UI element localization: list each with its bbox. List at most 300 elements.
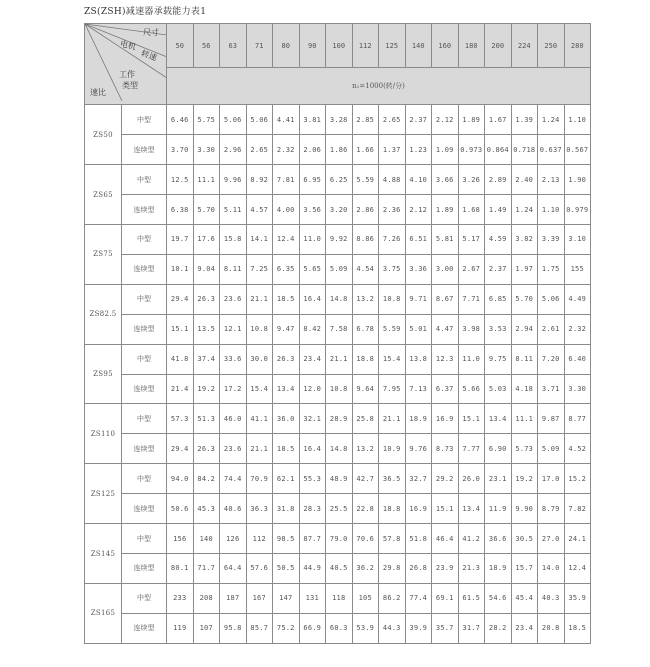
capacity-value-cell: 26.3 [273,344,300,374]
capacity-value-cell: 6.46 [167,105,194,135]
capacity-value-cell: 119 [167,613,194,643]
table-row [85,404,591,434]
capacity-value-cell: 1.89 [458,105,485,135]
capacity-value-cell: 107 [193,613,220,643]
capacity-value-cell: 61.5 [458,583,485,613]
capacity-value-cell: 41.1 [246,404,273,434]
capacity-value-cell: 46.0 [220,404,247,434]
table-row [85,434,591,464]
size-header-71: 71 [246,24,273,68]
capacity-value-cell: 23.4 [299,344,326,374]
duty-type-cell: 连续型 [122,374,167,404]
capacity-value-cell: 31.8 [273,494,300,524]
capacity-value-cell: 0.718 [511,135,538,165]
capacity-value-cell: 64.4 [220,554,247,584]
capacity-value-cell: 187 [220,583,247,613]
capacity-value-cell: 4.10 [405,165,432,195]
capacity-value-cell: 32.1 [299,404,326,434]
capacity-value-cell: 27.0 [538,524,565,554]
capacity-value-cell: 7.58 [326,314,353,344]
capacity-value-cell: 0.864 [485,135,512,165]
size-header-56: 56 [193,24,220,68]
capacity-value-cell: 13.2 [352,434,379,464]
capacity-value-cell: 0.567 [564,135,591,165]
capacity-value-cell: 36.3 [246,494,273,524]
capacity-value-cell: 13.2 [352,284,379,314]
capacity-value-cell: 18.5 [273,284,300,314]
capacity-value-cell: 0.973 [458,135,485,165]
capacity-value-cell: 11.0 [299,225,326,255]
size-header-125: 125 [379,24,406,68]
capacity-value-cell: 3.26 [458,165,485,195]
capacity-value-cell: 87.7 [299,524,326,554]
capacity-value-cell: 79.0 [326,524,353,554]
capacity-value-cell: 12.5 [167,165,194,195]
capacity-value-cell: 29.4 [167,434,194,464]
capacity-value-cell: 13.4 [458,494,485,524]
model-name-cell: ZS165 [85,583,122,643]
model-name-cell: ZS82.5 [85,284,122,344]
size-header-50: 50 [167,24,194,68]
capacity-value-cell: 12.3 [432,344,459,374]
capacity-value-cell: 2.40 [511,165,538,195]
capacity-value-cell: 23.9 [432,554,459,584]
capacity-value-cell: 37.4 [193,344,220,374]
capacity-value-cell: 29.8 [379,554,406,584]
capacity-value-cell: 39.9 [405,613,432,643]
capacity-value-cell: 1.24 [538,105,565,135]
capacity-value-cell: 26.3 [193,434,220,464]
capacity-value-cell: 94.0 [167,464,194,494]
capacity-value-cell: 126 [220,524,247,554]
capacity-value-cell: 8.73 [432,434,459,464]
capacity-value-cell: 50.6 [167,494,194,524]
capacity-value-cell: 2.32 [273,135,300,165]
capacity-value-cell: 9.92 [326,225,353,255]
size-header-140: 140 [405,24,432,68]
corner-work-label: 工作 [119,70,135,79]
capacity-value-cell: 28.2 [485,613,512,643]
duty-type-cell: 连续型 [122,613,167,643]
capacity-value-cell: 7.13 [405,374,432,404]
capacity-value-cell: 8.42 [299,314,326,344]
table-row [85,494,591,524]
capacity-value-cell: 5.03 [485,374,512,404]
capacity-value-cell: 21.4 [167,374,194,404]
capacity-value-cell: 8.86 [352,225,379,255]
capacity-value-cell: 45.4 [511,583,538,613]
capacity-value-cell: 50.5 [273,554,300,584]
model-name-cell: ZS110 [85,404,122,464]
capacity-value-cell: 33.6 [220,344,247,374]
capacity-value-cell: 9.87 [538,404,565,434]
capacity-value-cell: 2.85 [352,105,379,135]
duty-type-cell: 中型 [122,344,167,374]
capacity-value-cell: 9.64 [352,374,379,404]
model-name-cell: ZS75 [85,225,122,285]
model-name-cell: ZS95 [85,344,122,404]
capacity-value-cell: 6.38 [167,195,194,225]
capacity-value-cell: 18.8 [379,494,406,524]
capacity-value-cell: 1.89 [432,195,459,225]
capacity-value-cell: 4.57 [246,195,273,225]
capacity-value-cell: 15.4 [246,374,273,404]
capacity-value-cell: 3.81 [299,105,326,135]
capacity-value-cell: 1.49 [485,195,512,225]
capacity-value-cell: 6.37 [432,374,459,404]
capacity-value-cell: 5.11 [220,195,247,225]
capacity-value-cell: 15.4 [379,344,406,374]
capacity-value-cell: 7.95 [379,374,406,404]
capacity-value-cell: 7.71 [458,284,485,314]
table-row [85,195,591,225]
capacity-value-cell: 1.10 [564,105,591,135]
size-header-63: 63 [220,24,247,68]
capacity-value-cell: 44.3 [379,613,406,643]
capacity-value-cell: 80.1 [167,554,194,584]
capacity-value-cell: 41.2 [458,524,485,554]
capacity-value-cell: 18.9 [405,404,432,434]
capacity-value-cell: 233 [167,583,194,613]
capacity-value-cell: 44.9 [299,554,326,584]
capacity-value-cell: 98.5 [273,524,300,554]
capacity-value-cell: 66.9 [299,613,326,643]
table-row [85,165,591,195]
capacity-value-cell: 19.2 [511,464,538,494]
capacity-value-cell: 1.68 [458,195,485,225]
capacity-value-cell: 35.9 [564,583,591,613]
capacity-value-cell: 11.1 [511,404,538,434]
capacity-value-cell: 6.85 [485,284,512,314]
capacity-value-cell: 12.1 [220,314,247,344]
capacity-value-cell: 4.00 [273,195,300,225]
capacity-value-cell: 118 [326,583,353,613]
capacity-value-cell: 1.37 [379,135,406,165]
corner-ratio-label: 速比 [90,88,106,97]
capacity-value-cell: 26.3 [193,284,220,314]
capacity-value-cell: 5.01 [405,314,432,344]
capacity-value-cell: 42.7 [352,464,379,494]
capacity-value-cell: 13.4 [273,374,300,404]
capacity-value-cell: 2.06 [299,135,326,165]
capacity-value-cell: 26.8 [405,554,432,584]
size-header-80: 80 [273,24,300,68]
capacity-value-cell: 62.1 [273,464,300,494]
capacity-value-cell: 12.0 [299,374,326,404]
capacity-value-cell: 28.9 [326,404,353,434]
capacity-value-cell: 41.8 [167,344,194,374]
capacity-value-cell: 2.96 [220,135,247,165]
capacity-value-cell: 4.88 [379,165,406,195]
capacity-value-cell: 4.54 [352,254,379,284]
capacity-value-cell: 5.75 [193,105,220,135]
capacity-value-cell: 1.66 [352,135,379,165]
table-row [85,554,591,584]
capacity-value-cell: 12.4 [564,554,591,584]
capacity-value-cell: 9.04 [193,254,220,284]
capacity-value-cell: 2.67 [458,254,485,284]
capacity-value-cell: 6.51 [405,225,432,255]
capacity-value-cell: 5.59 [379,314,406,344]
corner-size-label: 尺寸 [143,28,159,37]
capacity-value-cell: 21.3 [458,554,485,584]
capacity-value-cell: 84.2 [193,464,220,494]
duty-type-cell: 中型 [122,464,167,494]
size-header-row [85,24,591,68]
capacity-value-cell: 1.86 [326,135,353,165]
capacity-value-cell: 28.3 [299,494,326,524]
capacity-value-cell: 5.65 [299,254,326,284]
table-row [85,105,591,135]
capacity-value-cell: 1.97 [511,254,538,284]
capacity-value-cell: 5.06 [246,105,273,135]
capacity-value-cell: 4.47 [432,314,459,344]
capacity-value-cell: 19.2 [193,374,220,404]
table-row [85,583,591,613]
capacity-value-cell: 7.25 [246,254,273,284]
capacity-value-cell: 3.20 [326,195,353,225]
capacity-value-cell: 55.3 [299,464,326,494]
capacity-value-cell: 46.4 [432,524,459,554]
capacity-value-cell: 2.12 [405,195,432,225]
size-header-112: 112 [352,24,379,68]
capacity-value-cell: 4.52 [564,434,591,464]
capacity-value-cell: 14.0 [538,554,565,584]
capacity-value-cell: 0.979 [564,195,591,225]
capacity-value-cell: 40.3 [538,583,565,613]
capacity-value-cell: 147 [273,583,300,613]
capacity-value-cell: 20.8 [538,613,565,643]
capacity-value-cell: 13.8 [405,344,432,374]
model-name-cell: ZS145 [85,524,122,584]
capacity-value-cell: 0.637 [538,135,565,165]
capacity-value-cell: 2.13 [538,165,565,195]
size-header-224: 224 [511,24,538,68]
capacity-value-cell: 13.4 [485,404,512,434]
duty-type-cell: 中型 [122,583,167,613]
capacity-value-cell: 6.40 [564,344,591,374]
capacity-value-cell: 70.6 [352,524,379,554]
capacity-value-cell: 85.7 [246,613,273,643]
capacity-value-cell: 16.9 [405,494,432,524]
table-row [85,464,591,494]
capacity-value-cell: 54.6 [485,583,512,613]
capacity-value-cell: 3.30 [193,135,220,165]
table-row [85,524,591,554]
capacity-value-cell: 10.8 [246,314,273,344]
duty-type-cell: 连续型 [122,494,167,524]
table-row [85,344,591,374]
capacity-value-cell: 4.59 [485,225,512,255]
corner-type-label: 类型 [122,81,138,90]
capacity-value-cell: 3.53 [485,314,512,344]
capacity-value-cell: 15.1 [432,494,459,524]
capacity-value-cell: 15.8 [220,225,247,255]
capacity-value-cell: 51.3 [193,404,220,434]
capacity-value-cell: 1.67 [485,105,512,135]
capacity-value-cell: 9.76 [405,434,432,464]
capacity-value-cell: 2.65 [246,135,273,165]
corner-motor-label: 电机 [119,39,137,52]
capacity-value-cell: 7.81 [273,165,300,195]
capacity-value-cell: 3.66 [432,165,459,195]
capacity-value-cell: 1.10 [538,195,565,225]
capacity-value-cell: 2.12 [432,105,459,135]
capacity-value-cell: 2.86 [352,195,379,225]
table-row [85,374,591,404]
capacity-value-cell: 2.61 [538,314,565,344]
duty-type-cell: 中型 [122,284,167,314]
capacity-value-cell: 17.6 [193,225,220,255]
capacity-value-cell: 86.2 [379,583,406,613]
capacity-value-cell: 7.77 [458,434,485,464]
capacity-value-cell: 6.90 [485,434,512,464]
capacity-value-cell: 155 [564,254,591,284]
capacity-value-cell: 95.8 [220,613,247,643]
capacity-value-cell: 5.70 [193,195,220,225]
table-row [85,254,591,284]
capacity-value-cell: 32.7 [405,464,432,494]
capacity-value-cell: 23.1 [485,464,512,494]
table-row [85,225,591,255]
capacity-value-cell: 36.2 [352,554,379,584]
capacity-value-cell: 3.71 [538,374,565,404]
table-corner-header [85,24,167,105]
capacity-value-cell: 21.1 [379,404,406,434]
duty-type-cell: 中型 [122,524,167,554]
capacity-value-cell: 8.92 [246,165,273,195]
capacity-value-cell: 29.2 [432,464,459,494]
capacity-value-cell: 16.4 [299,284,326,314]
capacity-value-cell: 30.5 [511,524,538,554]
capacity-value-cell: 5.09 [326,254,353,284]
capacity-value-cell: 131 [299,583,326,613]
capacity-value-cell: 2.89 [485,165,512,195]
capacity-value-cell: 23.6 [220,434,247,464]
duty-type-cell: 连续型 [122,195,167,225]
capacity-value-cell: 60.3 [326,613,353,643]
capacity-value-cell: 3.98 [458,314,485,344]
capacity-value-cell: 3.56 [299,195,326,225]
capacity-value-cell: 3.39 [538,225,565,255]
capacity-value-cell: 19.7 [167,225,194,255]
capacity-value-cell: 48.9 [326,464,353,494]
capacity-value-cell: 5.09 [538,434,565,464]
capacity-value-cell: 36.6 [485,524,512,554]
capacity-value-cell: 23.6 [220,284,247,314]
duty-type-cell: 连续型 [122,314,167,344]
duty-type-cell: 中型 [122,165,167,195]
capacity-value-cell: 29.4 [167,284,194,314]
capacity-value-cell: 14.1 [246,225,273,255]
capacity-value-cell: 40.6 [220,494,247,524]
capacity-value-cell: 1.75 [538,254,565,284]
capacity-value-cell: 40.5 [326,554,353,584]
capacity-value-cell: 25.5 [326,494,353,524]
capacity-value-cell: 17.0 [538,464,565,494]
capacity-value-cell: 21.1 [326,344,353,374]
capacity-value-cell: 2.32 [564,314,591,344]
capacity-value-cell: 35.7 [432,613,459,643]
capacity-value-cell: 25.8 [352,404,379,434]
capacity-value-cell: 105 [352,583,379,613]
capacity-value-cell: 1.24 [511,195,538,225]
capacity-value-cell: 2.37 [405,105,432,135]
capacity-value-cell: 12.4 [273,225,300,255]
capacity-value-cell: 75.2 [273,613,300,643]
model-name-cell: ZS50 [85,105,122,165]
size-header-100: 100 [326,24,353,68]
capacity-value-cell: 3.36 [405,254,432,284]
capacity-value-cell: 156 [167,524,194,554]
capacity-value-cell: 13.5 [193,314,220,344]
capacity-value-cell: 8.11 [511,344,538,374]
capacity-value-cell: 14.8 [326,284,353,314]
capacity-value-cell: 15.1 [167,314,194,344]
capacity-value-cell: 18.8 [352,344,379,374]
capacity-value-cell: 7.82 [564,494,591,524]
table-row [85,135,591,165]
capacity-value-cell: 1.90 [564,165,591,195]
capacity-value-cell: 3.30 [564,374,591,404]
capacity-value-cell: 71.7 [193,554,220,584]
capacity-value-cell: 2.94 [511,314,538,344]
capacity-value-cell: 5.73 [511,434,538,464]
capacity-value-cell: 4.41 [273,105,300,135]
capacity-value-cell: 16.9 [432,404,459,434]
capacity-value-cell: 11.1 [193,165,220,195]
capacity-value-cell: 140 [193,524,220,554]
capacity-value-cell: 18.5 [564,613,591,643]
capacity-value-cell: 3.28 [326,105,353,135]
capacity-value-cell: 11.0 [458,344,485,374]
capacity-value-cell: 30.0 [246,344,273,374]
duty-type-cell: 中型 [122,105,167,135]
capacity-value-cell: 1.39 [511,105,538,135]
capacity-value-cell: 5.70 [511,284,538,314]
capacity-value-cell: 36.5 [379,464,406,494]
capacity-value-cell: 8.11 [220,254,247,284]
capacity-table [84,23,591,644]
capacity-value-cell: 15.2 [564,464,591,494]
capacity-value-cell: 10.8 [326,374,353,404]
duty-type-cell: 连续型 [122,434,167,464]
capacity-value-cell: 51.8 [405,524,432,554]
table-row [85,613,591,643]
capacity-value-cell: 77.4 [405,583,432,613]
capacity-value-cell: 167 [246,583,273,613]
capacity-value-cell: 23.4 [511,613,538,643]
table-row [85,314,591,344]
table-title: ZS(ZSH)减速器承载能力表1 [84,7,207,17]
capacity-value-cell: 5.66 [458,374,485,404]
capacity-value-cell: 14.8 [326,434,353,464]
capacity-value-cell: 3.75 [379,254,406,284]
size-header-280: 280 [564,24,591,68]
capacity-value-cell: 11.9 [485,494,512,524]
capacity-value-cell: 9.75 [485,344,512,374]
capacity-value-cell: 9.47 [273,314,300,344]
capacity-value-cell: 9.71 [405,284,432,314]
corner-speed-label: 转速 [139,48,159,63]
model-name-cell: ZS65 [85,165,122,225]
capacity-value-cell: 3.10 [564,225,591,255]
capacity-value-cell: 18.9 [485,554,512,584]
capacity-value-cell: 74.4 [220,464,247,494]
size-header-90: 90 [299,24,326,68]
size-header-250: 250 [538,24,565,68]
capacity-value-cell: 5.59 [352,165,379,195]
